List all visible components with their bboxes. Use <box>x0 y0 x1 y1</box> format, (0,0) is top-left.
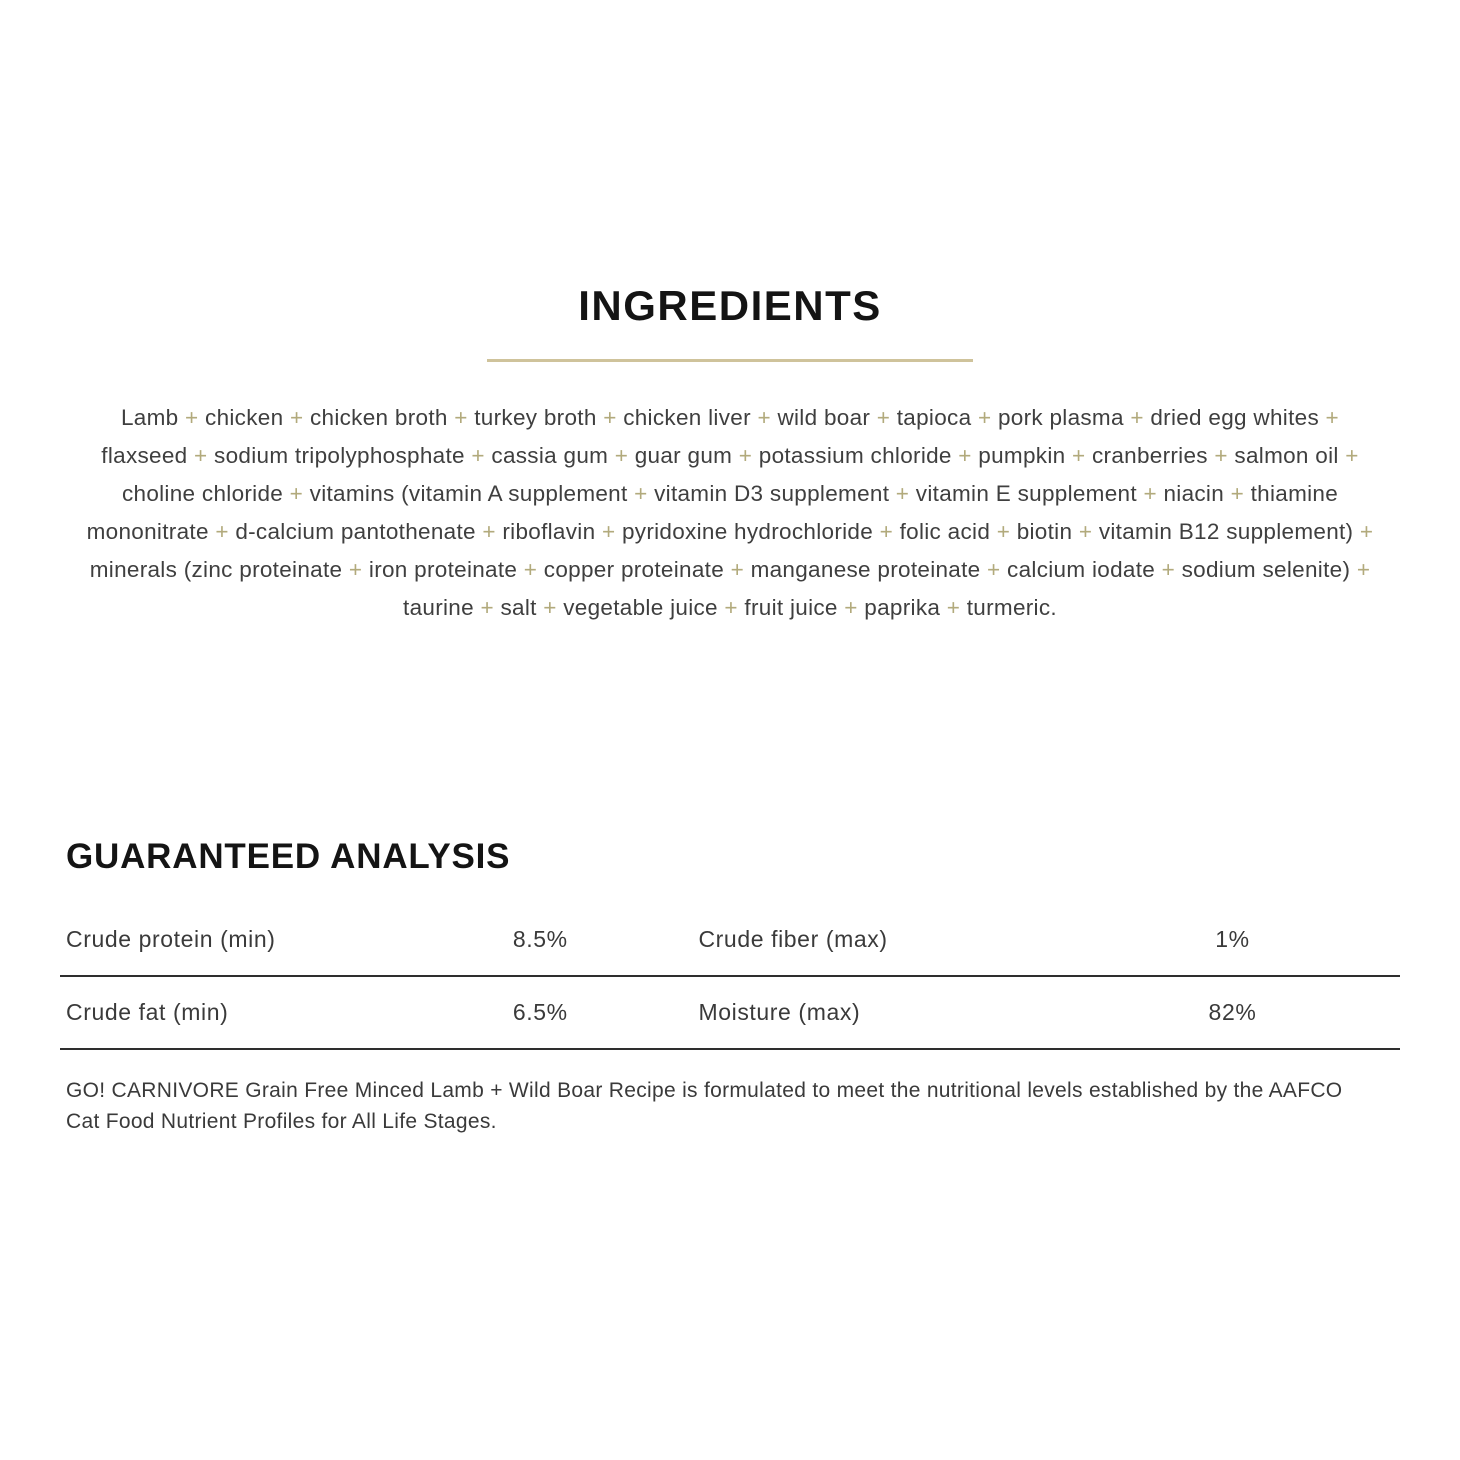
ingredient-item: tapioca <box>896 405 972 430</box>
plus-separator: + <box>971 405 998 430</box>
plus-separator: + <box>536 595 564 620</box>
plus-separator: + <box>208 519 236 544</box>
ingredient-item: cranberries <box>1092 443 1208 468</box>
ingredient-item: vitamin D3 supplement <box>654 481 890 506</box>
ingredient-item: dried egg whites <box>1150 405 1319 430</box>
analysis-value: 6.5% <box>512 999 568 1025</box>
plus-separator: + <box>837 595 865 620</box>
ingredient-item: pyridoxine hydrochloride <box>621 519 874 544</box>
plus-separator: + <box>990 519 1017 544</box>
plus-separator: + <box>473 595 501 620</box>
ingredient-item: vegetable juice <box>563 595 718 620</box>
plus-separator: + <box>596 405 624 430</box>
plus-separator: + <box>717 595 745 620</box>
ingredient-item: riboflavin <box>502 519 596 544</box>
plus-separator: + <box>889 481 916 506</box>
plus-separator: + <box>283 481 310 506</box>
ingredient-item: turmeric. <box>966 595 1057 620</box>
ingredient-item: chicken broth <box>309 405 448 430</box>
ingredient-item: salt <box>500 595 537 620</box>
ingredient-item: flaxseed <box>101 443 188 468</box>
ingredient-item: salmon oil <box>1234 443 1339 468</box>
plus-separator: + <box>608 443 635 468</box>
plus-separator: + <box>475 519 503 544</box>
ingredient-item: vitamins (vitamin A supplement <box>309 481 628 506</box>
ingredient-item: vitamin E supplement <box>915 481 1137 506</box>
ingredient-item: thiamine mononitrate <box>86 481 1339 544</box>
ingredient-item: pork plasma <box>997 405 1124 430</box>
plus-separator: + <box>1207 443 1235 468</box>
ingredient-item: sodium tripolyphosphate <box>214 443 465 468</box>
ingredient-item: potassium chloride <box>758 443 952 468</box>
analysis-value: 1% <box>1215 926 1250 952</box>
plus-separator: + <box>873 519 900 544</box>
ingredient-item: paprika <box>864 595 941 620</box>
ingredient-item: iron proteinate <box>368 557 518 582</box>
plus-separator: + <box>187 443 215 468</box>
plus-separator: + <box>342 557 369 582</box>
plus-separator: + <box>951 443 979 468</box>
plus-separator: + <box>517 557 544 582</box>
analysis-label: Crude fat (min) <box>66 999 229 1025</box>
ingredients-text <box>80 399 1380 627</box>
analysis-table <box>60 904 1400 1050</box>
ingredient-item: guar gum <box>634 443 733 468</box>
plus-separator: + <box>980 557 1008 582</box>
plus-separator: + <box>1136 481 1164 506</box>
plus-separator: + <box>1353 519 1374 544</box>
plus-separator: + <box>940 595 967 620</box>
ingredient-item: chicken liver <box>623 405 751 430</box>
plus-separator: + <box>870 405 897 430</box>
title-divider-rule <box>487 359 973 362</box>
plus-separator: + <box>283 405 310 430</box>
plus-separator: + <box>750 405 778 430</box>
ingredients-title: INGREDIENTS <box>578 282 882 329</box>
plus-separator: + <box>1123 405 1151 430</box>
ingredient-item: calcium iodate <box>1007 557 1156 582</box>
plus-separator: + <box>732 443 759 468</box>
ingredient-item: turkey broth <box>474 405 597 430</box>
ingredient-item: wild boar <box>777 405 871 430</box>
analysis-label: Crude fiber (max) <box>698 926 888 952</box>
ingredient-item: sodium selenite) <box>1181 557 1351 582</box>
ingredient-item: cassia gum <box>491 443 609 468</box>
ingredient-item: fruit juice <box>744 595 838 620</box>
ingredient-item: niacin <box>1163 481 1225 506</box>
plus-separator: + <box>178 405 206 430</box>
ingredient-item: taurine <box>403 595 474 620</box>
ingredient-item: biotin <box>1016 519 1073 544</box>
aafco-statement: GO! CARNIVORE Grain Free Minced Lamb + Wild Boar Recipe is formulated to meet the nutritional levels established by the AAFCO Cat Food Nutrient Profiles for All Life Stages. <box>66 1079 1343 1133</box>
analysis-label: Crude protein (min) <box>66 926 276 952</box>
ingredient-item: vitamin B12 supplement) <box>1098 519 1354 544</box>
plus-separator: + <box>1338 443 1359 468</box>
table-row <box>60 977 1400 1050</box>
ingredient-item: Lamb <box>120 405 179 430</box>
ingredient-item: choline chloride <box>121 481 284 506</box>
plus-separator: + <box>1319 405 1339 430</box>
plus-separator: + <box>1072 519 1099 544</box>
ingredient-item: folic acid <box>899 519 991 544</box>
ingredients-section <box>0 0 1460 627</box>
plus-separator: + <box>1224 481 1251 506</box>
plus-separator: + <box>724 557 751 582</box>
plus-separator: + <box>595 519 622 544</box>
ingredient-item: d-calcium pantothenate <box>235 519 476 544</box>
plus-separator: + <box>627 481 655 506</box>
plus-separator: + <box>1065 443 1092 468</box>
ingredient-item: minerals (zinc proteinate <box>89 557 343 582</box>
guaranteed-analysis-section <box>0 837 1460 1050</box>
ingredient-item: chicken <box>205 405 284 430</box>
plus-separator: + <box>464 443 492 468</box>
plus-separator: + <box>1350 557 1371 582</box>
analysis-value: 82% <box>1208 999 1257 1025</box>
analysis-label: Moisture (max) <box>698 999 861 1025</box>
plus-separator: + <box>1155 557 1182 582</box>
plus-separator: + <box>447 405 475 430</box>
guaranteed-analysis-title: GUARANTEED ANALYSIS <box>66 837 511 876</box>
ingredient-item: copper proteinate <box>543 557 725 582</box>
analysis-value: 8.5% <box>512 926 568 952</box>
ingredient-item: manganese proteinate <box>750 557 981 582</box>
ingredient-item: pumpkin <box>978 443 1066 468</box>
table-row <box>60 904 1400 977</box>
